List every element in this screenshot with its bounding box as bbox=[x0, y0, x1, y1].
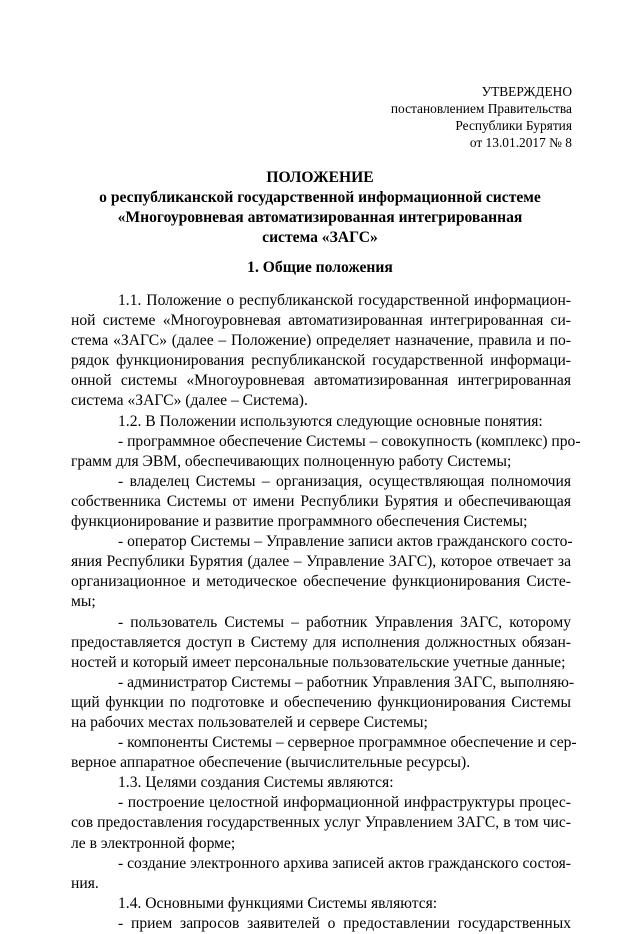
body-line: - программное обеспечение Системы – совокупность (комплекс) про- bbox=[118, 432, 581, 450]
body-line: ния. bbox=[71, 874, 99, 892]
body-line: - построение целостной информационной инфраструктуры процес- bbox=[118, 794, 571, 812]
body-line: онной системы «Многоуровневая автоматизированная интегрированная bbox=[71, 372, 571, 390]
approval-line: Республики Бурятия bbox=[455, 118, 572, 133]
body-line: функционирование и развитие программного обеспечения Системы; bbox=[71, 513, 528, 531]
body-line: - пользователь Системы – работник Управления ЗАГС, которому bbox=[118, 613, 571, 631]
approval-stamp bbox=[391, 83, 572, 151]
body-line: ной системе «Многоуровневая автоматизированная интегрированная си- bbox=[71, 312, 571, 330]
body-line: мы; bbox=[71, 593, 96, 611]
body-line: собственника Системы от имени Республики Бурятия и обеспечивающая bbox=[71, 492, 571, 510]
body-line: грамм для ЭВМ, обеспечивающих полноценную работу Системы; bbox=[71, 452, 512, 470]
body-line: - компоненты Системы – серверное программное обеспечение и сер- bbox=[118, 734, 577, 752]
document-title bbox=[0, 168, 640, 248]
body-text bbox=[71, 291, 581, 934]
body-line: 1.1. Положение о республиканской государственной информацион- bbox=[118, 292, 571, 309]
body-line: сов предоставления государственных услуг Управлением ЗАГС, в том чис- bbox=[71, 814, 571, 832]
approval-line: постановлением Правительства bbox=[390, 101, 572, 116]
body-line: на рабочих местах пользователей и сервере Системы; bbox=[71, 713, 428, 731]
title-line: о республиканской государственной информационной системе bbox=[99, 189, 541, 206]
title-line: система «ЗАГС» bbox=[262, 229, 378, 246]
body-line: система «ЗАГС» (далее – Система). bbox=[71, 392, 308, 410]
body-line: - оператор Системы – Управление записи актов гражданского состо- bbox=[118, 533, 573, 551]
title-line: ПОЛОЖЕНИЕ bbox=[266, 169, 374, 186]
body-line: - владелец Системы – организация, осуществляющая полномочия bbox=[118, 472, 571, 490]
body-line: - администратор Системы – работник Управления ЗАГС, выполняю- bbox=[118, 673, 575, 691]
body-line: верное аппаратное обеспечение (вычислительные ресурсы). bbox=[71, 754, 471, 772]
body-line: 1.4. Основными функциями Системы являются: bbox=[118, 894, 438, 912]
body-line: щий функции по подготовке и обеспечению функционирования Системы bbox=[71, 693, 571, 711]
body-line: ностей и который имеет персональные пользовательские учетные данные; bbox=[71, 653, 566, 671]
title-line: «Многоуровневая автоматизированная интегрированная bbox=[117, 209, 523, 226]
body-line: 1.2. В Положении используются следующие основные понятия: bbox=[118, 412, 543, 430]
body-line: стема «ЗАГС» (далее – Положение) определяет назначение, правила и по- bbox=[71, 332, 571, 350]
approval-line: УТВЕРЖДЕНО bbox=[481, 84, 572, 99]
body-line: ле в электронной форме; bbox=[71, 834, 236, 852]
body-line: рядок функционирования республиканской государственной информаци- bbox=[71, 352, 571, 370]
section-heading: 1. Общие положения bbox=[247, 259, 393, 276]
body-line: предоставляется доступ в Систему для исполнения должностных обязан- bbox=[71, 633, 571, 651]
body-line: яния Республики Бурятия (далее – Управление ЗАГС), которое отвечает за bbox=[71, 553, 571, 571]
body-line: организационное и методическое обеспечение функционирования Систе- bbox=[71, 573, 571, 591]
body-line: 1.3. Целями создания Системы являются: bbox=[118, 774, 394, 792]
body-line: - прием запросов заявителей о предоставлении государственных bbox=[118, 914, 571, 932]
approval-line: от 13.01.2017 № 8 bbox=[469, 135, 572, 150]
body-line: - создание электронного архива записей актов гражданского состоя- bbox=[118, 854, 571, 872]
